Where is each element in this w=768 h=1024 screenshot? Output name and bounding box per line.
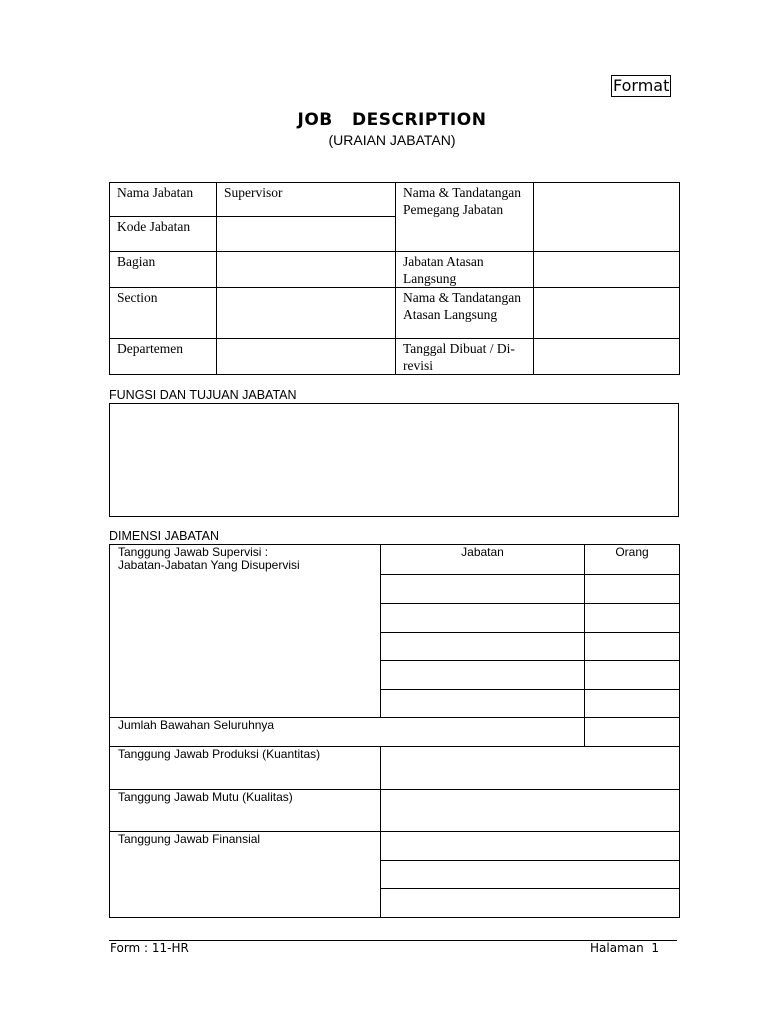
identity-table (109, 182, 680, 375)
orang-field[interactable] (585, 604, 680, 633)
mutu-label: Tanggung Jawab Mutu (Kualitas) (110, 790, 381, 832)
finansial-label: Tanggung Jawab Finansial (110, 832, 381, 918)
produksi-label: Tanggung Jawab Produksi (Kuantitas) (110, 747, 381, 790)
mutu-field[interactable] (381, 790, 680, 832)
fungsi-section-label: FUNGSI DAN TUJUAN JABATAN (109, 388, 297, 402)
finansial-field[interactable] (381, 889, 680, 918)
orang-field[interactable] (585, 575, 680, 604)
document-subtitle: (URAIAN JABATAN) (328, 132, 456, 148)
fungsi-text-area[interactable] (109, 403, 679, 517)
jabatan-atasan-label: Jabatan Atasan Langsung (396, 252, 534, 288)
page-number: Halaman 1 (590, 941, 659, 955)
section-label: Section (110, 288, 217, 339)
orang-column-header: Orang (585, 545, 680, 575)
tanggal-label: Tanggal Dibuat / Di-revisi (396, 339, 534, 375)
section-field[interactable] (217, 288, 396, 339)
form-code: Form : 11-HR (110, 941, 189, 955)
ttd-pemegang-field[interactable] (534, 183, 680, 252)
jabatan-column-header: Jabatan (381, 545, 585, 575)
jabatan-atasan-field[interactable] (534, 252, 680, 288)
ttd-atasan-label: Nama & Tandatangan Atasan Langsung (396, 288, 534, 339)
finansial-field[interactable] (381, 861, 680, 889)
departemen-field[interactable] (217, 339, 396, 375)
supervisi-label-line1: Tanggung Jawab Supervisi : (118, 545, 269, 559)
produksi-field[interactable] (381, 747, 680, 790)
dimensi-table (109, 544, 680, 918)
jumlah-bawahan-field[interactable] (585, 718, 680, 747)
ttd-atasan-field[interactable] (534, 288, 680, 339)
jumlah-bawahan-label: Jumlah Bawahan Seluruhnya (110, 718, 585, 747)
kode-jabatan-label: Kode Jabatan (110, 217, 217, 252)
orang-field[interactable] (585, 633, 680, 661)
orang-field[interactable] (585, 661, 680, 690)
supervisi-label-line2: Jabatan-Jabatan Yang Disupervisi (118, 558, 300, 572)
jabatan-field[interactable] (381, 690, 585, 718)
orang-field[interactable] (585, 690, 680, 718)
jabatan-field[interactable] (381, 661, 585, 690)
format-label: Format (613, 76, 670, 95)
bagian-label: Bagian (110, 252, 217, 288)
jabatan-field[interactable] (381, 575, 585, 604)
supervisi-label-cell (110, 545, 381, 718)
departemen-label: Departemen (110, 339, 217, 375)
ttd-pemegang-label: Nama & Tandatangan Pemegang Jabatan (396, 183, 534, 252)
nama-jabatan-label: Nama Jabatan (110, 183, 217, 217)
nama-jabatan-field[interactable]: Supervisor (217, 183, 396, 217)
jabatan-field[interactable] (381, 633, 585, 661)
finansial-field[interactable] (381, 832, 680, 861)
tanggal-field[interactable] (534, 339, 680, 375)
dimensi-section-label: DIMENSI JABATAN (109, 529, 219, 543)
bagian-field[interactable] (217, 252, 396, 288)
kode-jabatan-field[interactable] (217, 217, 396, 252)
jabatan-field[interactable] (381, 604, 585, 633)
document-title: JOB DESCRIPTION (297, 110, 487, 130)
